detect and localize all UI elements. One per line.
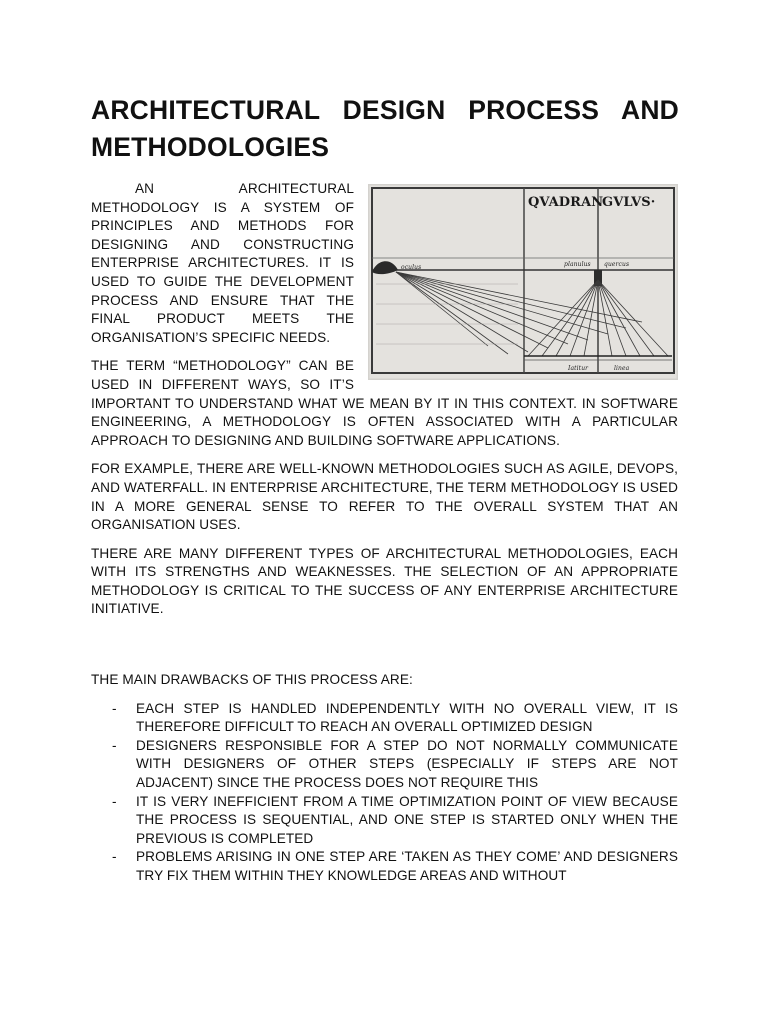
figure-caption-left: QVADRAN	[528, 195, 604, 210]
figure-caption-right: GVLVS·	[602, 195, 656, 210]
quadrant-engraving-image	[368, 184, 678, 380]
section-spacer	[91, 629, 678, 671]
drawbacks-heading: THE MAIN DRAWBACKS OF THIS PROCESS ARE:	[91, 672, 413, 688]
drawbacks-list	[91, 700, 678, 886]
drawback-item: - PROBLEMS ARISING IN ONE STEP ARE ‘TAKEN AS THEY COME’ AND DESIGNERS TRY FIX THEM WITHIN THEY KNOWLEDGE AREAS AND WITHOUT	[91, 848, 678, 885]
methodology-term-paragraph: THE TERM “METHODOLOGY” CAN BE USED IN DIFFERENT WAYS, SO IT’S IMPORTANT TO UNDERSTAND WHAT WE MEAN BY IT IN THIS CONTEXT. IN SOFTWARE ENGINEERING, A METHODOLOGY IS OFTEN ASSOCIATED WITH A PARTICULAR APPROACH TO DESIGNING AND BUILDING SOFTWARE APPLICATIONS.	[91, 358, 678, 448]
intro-paragraph: AN ARCHITECTURAL METHODOLOGY IS A SYSTEM OF PRINCIPLES AND METHODS FOR DESIGNING AND CONSTRUCTING ENTERPRISE ARCHITECTURES. IT IS USED TO GUIDE THE DEVELOPMENT PROCESS AND ENSURE THAT THE FINAL PRODUCT MEETS THE ORGANISATION’S SPECIFIC NEEDS.	[91, 181, 354, 345]
examples-paragraph: FOR EXAMPLE, THERE ARE WELL-KNOWN METHODOLOGIES SUCH AS AGILE, DEVOPS, AND WATERFALL. IN ENTERPRISE ARCHITECTURE, THE TERM METHODOLOGY IS USED IN A MORE GENERAL SENSE TO REFER TO THE OVERALL SYSTEM THAT AN ORGANISATION USES.	[91, 461, 678, 533]
figure-label-center-right: quercus	[604, 261, 630, 268]
drawback-item: - DESIGNERS RESPONSIBLE FOR A STEP DO NOT NORMALLY COMMUNICATE WITH DESIGNERS OF OTHER STEPS (ESPECIALLY IF STEPS ARE NOT ADJACENT) SINCE THE PROCESS DOES NOT REQUIRE THIS	[91, 737, 678, 793]
figure-label-bottom-left: Iatitur	[568, 365, 589, 372]
figure-label-center-left: planulus	[564, 261, 591, 268]
quadrant-engraving-figure	[368, 184, 678, 380]
figure-label-bottom-right: linea	[614, 365, 630, 372]
figure-label-eye: oculus	[401, 264, 422, 271]
document-body	[91, 180, 678, 886]
methodology-types-paragraph: THERE ARE MANY DIFFERENT TYPES OF ARCHITECTURAL METHODOLOGIES, EACH WITH ITS STRENGTHS AND WEAKNESSES. THE SELECTION OF AN APPROPRIATE METHODOLOGY IS CRITICAL TO THE SUCCESS OF ANY ENTERPRISE ARCHITECTURE INITIATIVE.	[91, 545, 678, 617]
drawback-item: - IT IS VERY INEFFICIENT FROM A TIME OPTIMIZATION POINT OF VIEW BECAUSE THE PROCESS IS SEQUENTIAL, AND ONE STEP IS STARTED ONLY WHEN THE PREVIOUS IS COMPLETED	[91, 793, 678, 849]
drawback-item: - EACH STEP IS HANDLED INDEPENDENTLY WITH NO OVERALL VIEW, IT IS THEREFORE DIFFICULT TO REACH AN OVERALL OPTIMIZED DESIGN	[91, 700, 678, 737]
document-title: ARCHITECTURAL DESIGN PROCESS AND METHODOLOGIES	[91, 95, 679, 162]
